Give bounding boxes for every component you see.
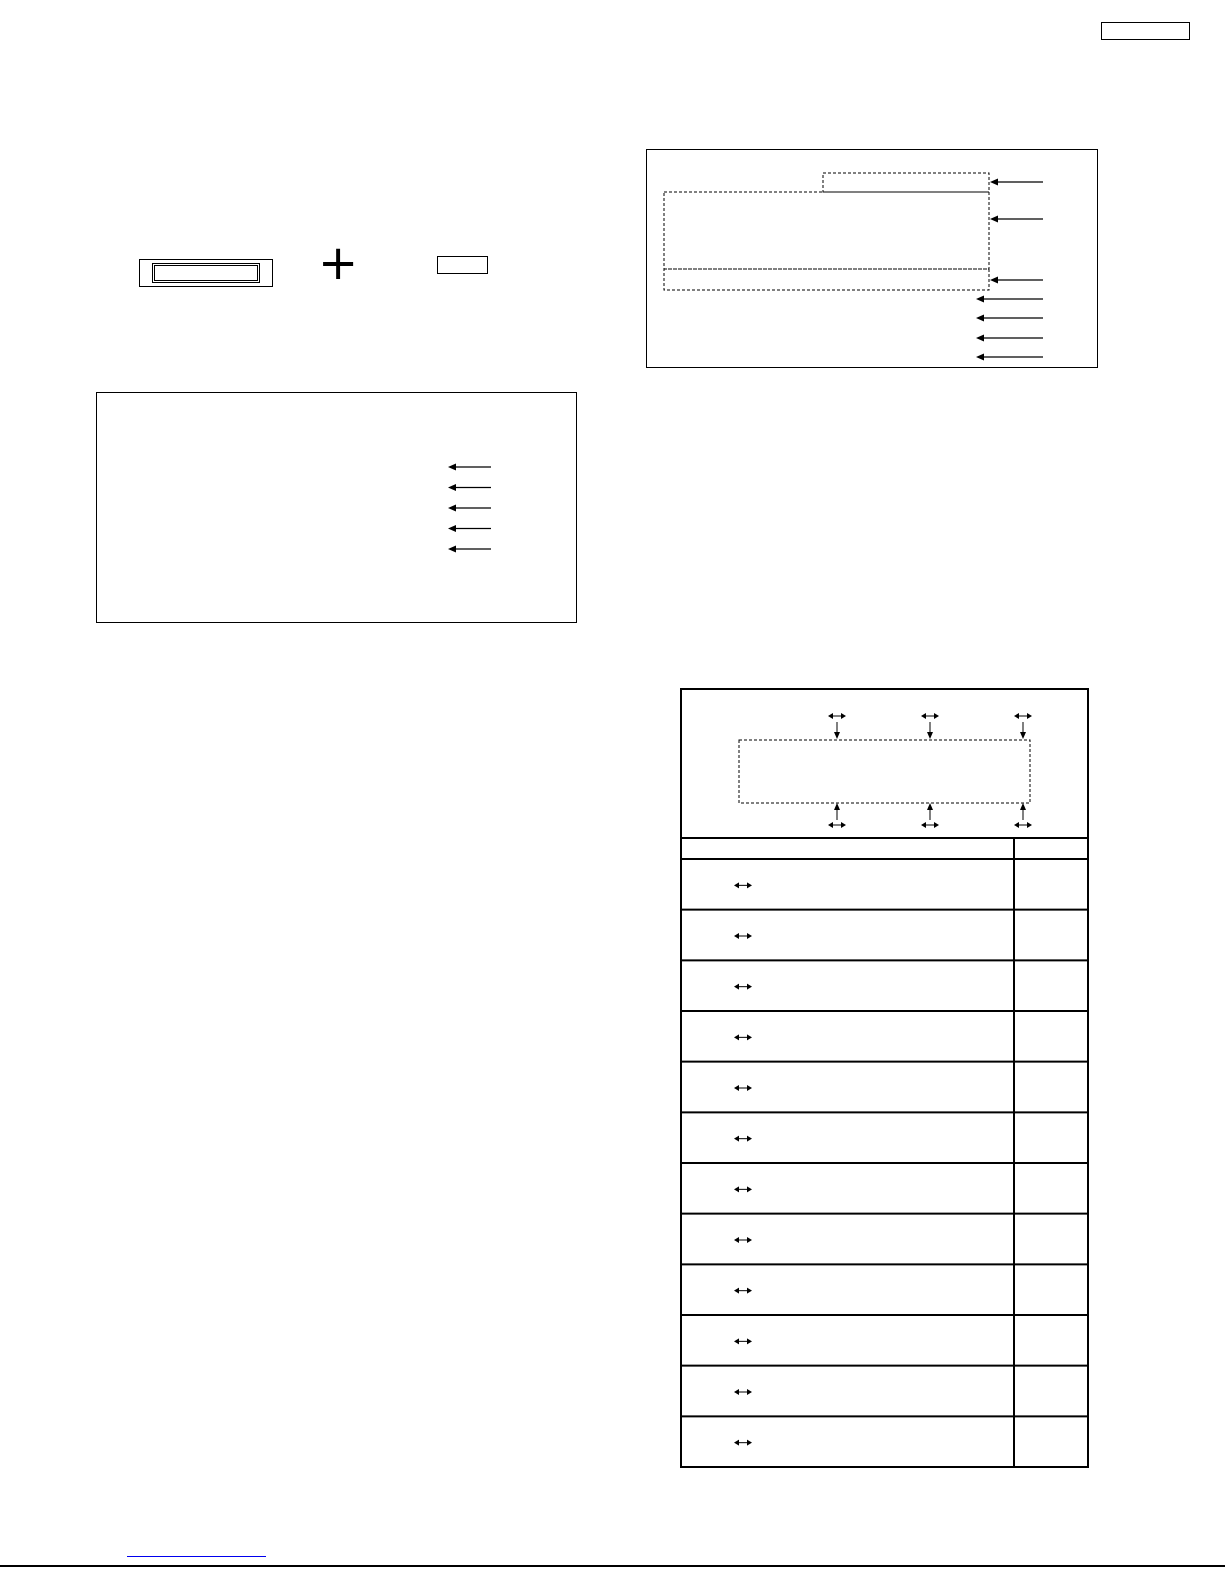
table-row-double-arrow-icon-10-head-left [734, 1338, 739, 1344]
dashed-region-main [664, 192, 989, 269]
top-indicators [828, 713, 1032, 739]
table-row-double-arrow-icon-5-head-right [747, 1085, 752, 1091]
dashed-region-top [823, 173, 989, 192]
table-row-double-arrow-icon-10-head-right [747, 1338, 752, 1344]
table-row-double-arrow-icon-8-head-left [734, 1237, 739, 1243]
table-row-double-arrow-icon-11-head-right [747, 1389, 752, 1395]
table-row-double-arrow-icon-6-head-right [747, 1136, 752, 1142]
top-down-arrow-icon-1-head [834, 732, 840, 739]
right-arrow-icon-5-head [976, 315, 984, 322]
left-panel-arrows [448, 464, 491, 553]
left-arrow-icon-3-head [448, 505, 456, 512]
table-row-double-arrow-icon-11-head-left [734, 1389, 739, 1395]
table-row-double-arrow-icon-12-head-right [747, 1440, 752, 1446]
bottom-double-arrow-icon-3-head-left [1014, 822, 1019, 828]
left-arrow-icon-2-head [448, 484, 456, 491]
bottom-up-arrow-icon-3-head [1020, 803, 1026, 810]
table-row-double-arrow-icon-7-head-left [734, 1186, 739, 1192]
table-row-double-arrow-icon-7-head-right [747, 1186, 752, 1192]
top-double-arrow-icon-2-head-right [934, 713, 939, 719]
bottom-up-arrow-icon-1-head [834, 803, 840, 810]
table-row-double-arrow-icon-1-head-right [747, 882, 752, 888]
right-arrow-icon-6-head [976, 335, 984, 342]
top-double-arrow-icon-2-head-left [921, 713, 926, 719]
plus-icon: + [318, 235, 359, 291]
table-row-double-arrow-icon-1-head-left [734, 882, 739, 888]
table-row-double-arrow-icon-4-head-left [734, 1034, 739, 1040]
top-down-arrow-icon-2-head [927, 732, 933, 739]
table-row-double-arrow-icon-2-head-left [734, 933, 739, 939]
top-double-arrow-icon-3-head-left [1014, 713, 1019, 719]
right-arrow-icon-4-head [976, 296, 984, 303]
bottom-double-arrow-icon-1-head-left [828, 822, 833, 828]
table-row-double-arrow-icon-5-head-left [734, 1085, 739, 1091]
table-row-double-arrow-icon-6-head-left [734, 1136, 739, 1142]
table-row-double-arrow-icon-3-head-right [747, 984, 752, 990]
bottom-up-arrow-icon-2-head [927, 803, 933, 810]
left-arrow-icon-4-head [448, 525, 456, 532]
top-double-arrow-icon-1-head-right [841, 713, 846, 719]
table-row-double-arrow-icon-2-head-right [747, 933, 752, 939]
top-double-arrow-icon-1-head-left [828, 713, 833, 719]
table-row-double-arrow-icon-8-head-right [747, 1237, 752, 1243]
right-top-dashed-regions [664, 173, 989, 290]
top-down-arrow-icon-3-head [1020, 732, 1026, 739]
right-arrow-icon-7-head [976, 354, 984, 361]
page-footer-rule [0, 1565, 1225, 1567]
indicator-area [739, 740, 1030, 803]
dashed-indicator-box [739, 740, 1030, 803]
bottom-indicators [828, 803, 1032, 828]
bottom-double-arrow-icon-3-head-right [1027, 822, 1032, 828]
key-table [681, 838, 1088, 1467]
bottom-link-underline[interactable] [127, 1556, 266, 1557]
left-arrow-icon-5-head [448, 546, 456, 553]
table-row-double-arrow-icon-9-head-right [747, 1288, 752, 1294]
table-row-double-arrow-icon-12-head-left [734, 1440, 739, 1446]
bottom-double-arrow-icon-1-head-right [841, 822, 846, 828]
table-row-double-arrow-icon-9-head-left [734, 1288, 739, 1294]
right-arrow-icon-1-head [990, 179, 998, 186]
table-row-double-arrow-icon-3-head-left [734, 984, 739, 990]
right-arrow-icon-3-head [990, 277, 998, 284]
left-arrow-icon-1-head [448, 464, 456, 471]
dashed-region-strip [664, 269, 989, 290]
bottom-double-arrow-icon-2-head-right [934, 822, 939, 828]
top-double-arrow-icon-3-head-right [1027, 713, 1032, 719]
bottom-double-arrow-icon-2-head-left [921, 822, 926, 828]
right-arrow-icon-2-head [990, 216, 998, 223]
table-row-double-arrow-icon-4-head-right [747, 1034, 752, 1040]
